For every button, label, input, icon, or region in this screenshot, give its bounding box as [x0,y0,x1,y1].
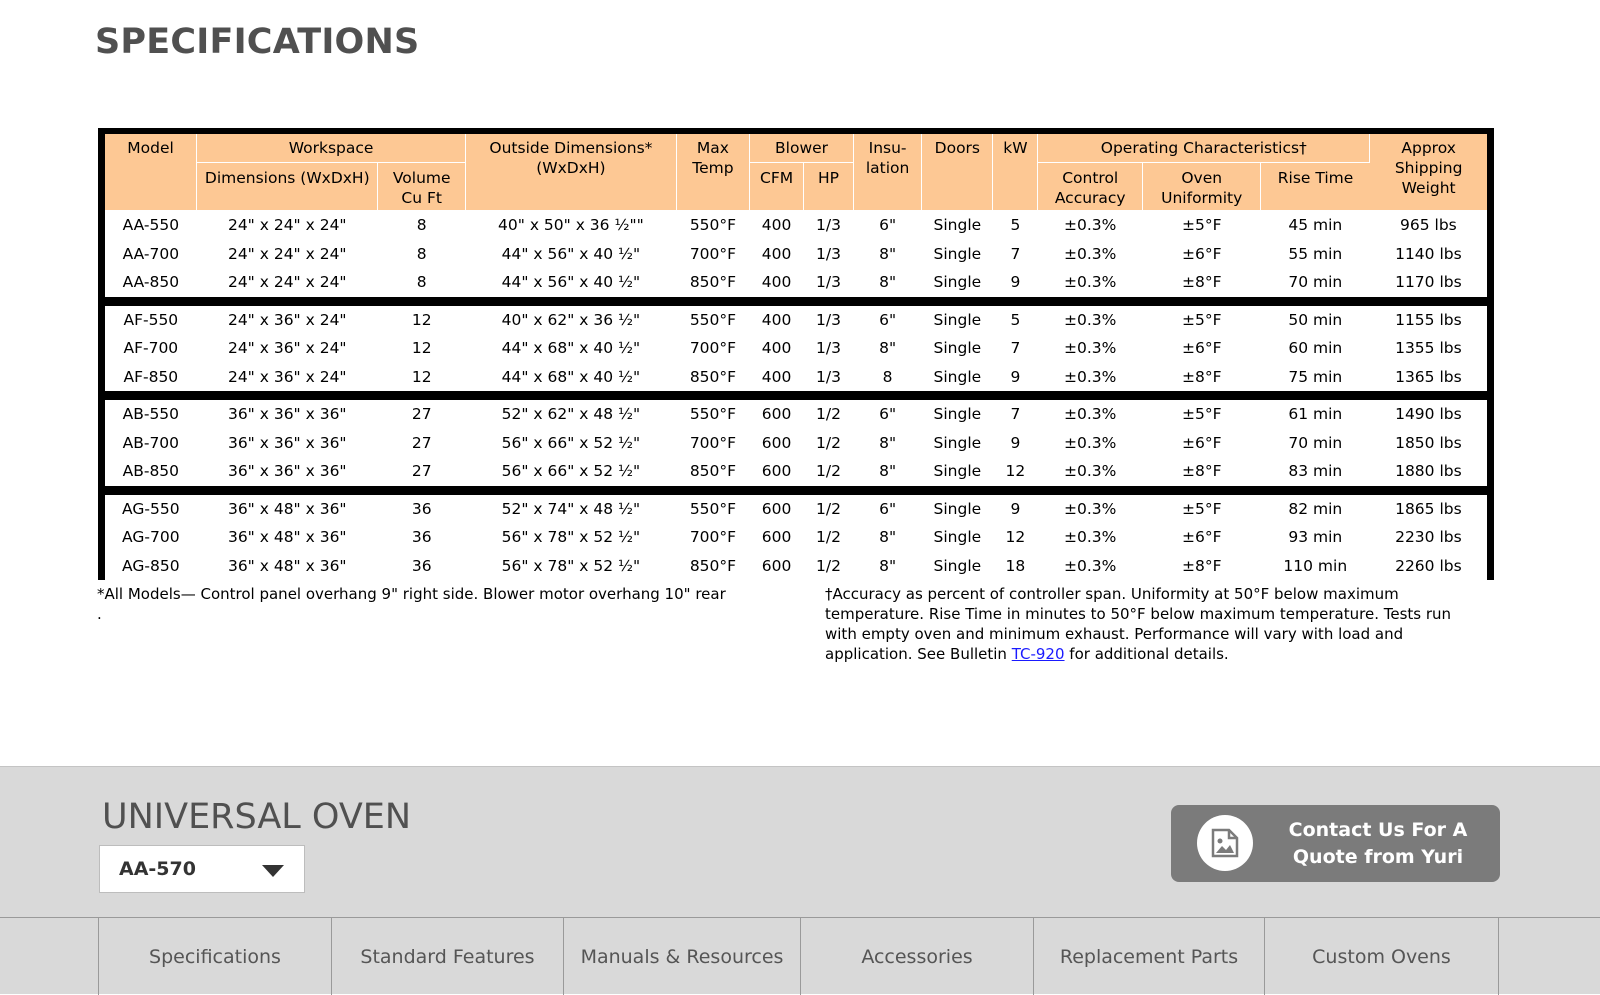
group-separator [105,391,1487,400]
cell-insulation: 8" [853,240,921,269]
cell-model: AA-700 [105,240,197,269]
cell-shipping-weight: 1355 lbs [1370,334,1487,363]
footnote-left [97,584,797,624]
cell-insulation: 8" [853,334,921,363]
cell-dimensions: 24" x 24" x 24" [197,268,378,297]
cell-max-temp: 550°F [676,306,749,335]
table-row [105,457,1487,486]
cell-outside-dimensions: 44" x 56" x 40 ½" [466,268,677,297]
specifications-table-frame [98,128,1494,580]
cell-volume: 12 [378,306,466,335]
bulletin-link[interactable]: TC-920 [1011,645,1065,663]
cell-kw: 9 [993,363,1038,392]
cell-hp: 1/2 [804,495,854,524]
table-body [105,211,1487,581]
cell-volume: 27 [378,457,466,486]
page-title: SPECIFICATIONS [95,22,420,62]
cell-control-accuracy: ±0.3% [1038,429,1143,458]
cell-outside-dimensions: 52" x 62" x 48 ½" [466,400,677,429]
cell-max-temp: 550°F [676,495,749,524]
header-model: Model [105,134,197,211]
cell-dimensions: 36" x 36" x 36" [197,429,378,458]
cell-volume: 36 [378,552,466,581]
header-outside-dimensions: Outside Dimensions* (WxDxH) [466,134,677,211]
cell-cfm: 600 [750,429,804,458]
cell-oven-uniformity: ±5°F [1143,495,1261,524]
cell-rise-time: 50 min [1261,306,1370,335]
cell-shipping-weight: 2260 lbs [1370,552,1487,581]
cell-cfm: 400 [750,268,804,297]
header-shipping-weight: Approx Shipping Weight [1370,134,1487,211]
tab-standard-features[interactable]: Standard Features [332,918,564,995]
table-row [105,306,1487,335]
cell-control-accuracy: ±0.3% [1038,495,1143,524]
cell-max-temp: 550°F [676,211,749,240]
cell-shipping-weight: 1365 lbs [1370,363,1487,392]
cell-rise-time: 55 min [1261,240,1370,269]
cell-insulation: 8" [853,268,921,297]
header-control-accuracy: Control Accuracy [1038,163,1143,211]
cell-volume: 12 [378,363,466,392]
cell-cfm: 600 [750,400,804,429]
table-row [105,363,1487,392]
product-footer [0,766,1600,994]
cell-control-accuracy: ±0.3% [1038,240,1143,269]
cell-volume: 36 [378,523,466,552]
cell-volume: 8 [378,240,466,269]
cell-shipping-weight: 1155 lbs [1370,306,1487,335]
model-select-value: AA-570 [119,858,196,880]
cell-model: AF-550 [105,306,197,335]
cell-cfm: 600 [750,552,804,581]
cell-control-accuracy: ±0.3% [1038,334,1143,363]
cell-doors: Single [922,363,993,392]
cell-oven-uniformity: ±8°F [1143,363,1261,392]
cell-dimensions: 24" x 36" x 24" [197,334,378,363]
cell-model: AA-850 [105,268,197,297]
cell-dimensions: 36" x 48" x 36" [197,523,378,552]
cell-rise-time: 83 min [1261,457,1370,486]
cell-outside-dimensions: 56" x 66" x 52 ½" [466,429,677,458]
cell-control-accuracy: ±0.3% [1038,363,1143,392]
cell-oven-uniformity: ±5°F [1143,306,1261,335]
table-row [105,211,1487,240]
cell-oven-uniformity: ±6°F [1143,523,1261,552]
cell-doors: Single [922,211,993,240]
cell-cfm: 400 [750,306,804,335]
cell-model: AF-700 [105,334,197,363]
cell-max-temp: 850°F [676,457,749,486]
contact-quote-line1: Contact Us For A [1288,819,1468,841]
cell-shipping-weight: 2230 lbs [1370,523,1487,552]
footnote-left-line2: . [97,605,102,623]
cell-oven-uniformity: ±8°F [1143,552,1261,581]
cell-doors: Single [922,306,993,335]
cell-model: AB-550 [105,400,197,429]
cell-control-accuracy: ±0.3% [1038,523,1143,552]
cell-control-accuracy: ±0.3% [1038,400,1143,429]
chevron-down-icon [262,865,284,877]
cell-outside-dimensions: 40" x 62" x 36 ½" [466,306,677,335]
tabs-left-edge [0,918,99,995]
footnote-right-text: †Accuracy as percent of controller span. Uniformity at 50°F below maximum temperature. Rise Time in minutes to 50°F below maximum temperature. Tests run with empty oven and minimum exhaust. Performance will vary with load and application. See Bulletin [825,585,1452,663]
cell-kw: 5 [993,211,1038,240]
cell-hp: 1/3 [804,363,854,392]
cell-model: AA-550 [105,211,197,240]
cell-outside-dimensions: 56" x 78" x 52 ½" [466,523,677,552]
cell-volume: 27 [378,429,466,458]
cell-shipping-weight: 965 lbs [1370,211,1487,240]
table-row [105,334,1487,363]
image-icon [1197,815,1253,871]
header-operating-characteristics: Operating Characteristics† [1038,134,1370,163]
header-hp: HP [804,163,854,211]
cell-doors: Single [922,457,993,486]
header-dimensions: Dimensions (WxDxH) [197,163,378,211]
cell-control-accuracy: ±0.3% [1038,457,1143,486]
tab-custom-ovens[interactable]: Custom Ovens [1265,918,1499,995]
cell-outside-dimensions: 56" x 78" x 52 ½" [466,552,677,581]
cell-doors: Single [922,334,993,363]
contact-quote-label [1271,817,1485,871]
group-separator-bar [105,297,1487,306]
cell-kw: 18 [993,552,1038,581]
cell-insulation: 6" [853,211,921,240]
cell-max-temp: 850°F [676,363,749,392]
group-separator-bar [105,391,1487,400]
cell-shipping-weight: 1140 lbs [1370,240,1487,269]
cell-volume: 12 [378,334,466,363]
cell-doors: Single [922,240,993,269]
cell-rise-time: 70 min [1261,268,1370,297]
cell-kw: 12 [993,523,1038,552]
cell-dimensions: 24" x 36" x 24" [197,306,378,335]
header-volume: Volume Cu Ft [378,163,466,211]
cell-hp: 1/3 [804,268,854,297]
cell-rise-time: 70 min [1261,429,1370,458]
cell-kw: 7 [993,400,1038,429]
cell-insulation: 6" [853,495,921,524]
header-workspace: Workspace [197,134,466,163]
cell-rise-time: 93 min [1261,523,1370,552]
cell-cfm: 600 [750,495,804,524]
cell-max-temp: 700°F [676,240,749,269]
header-oven-uniformity: Oven Uniformity [1143,163,1261,211]
cell-oven-uniformity: ±8°F [1143,268,1261,297]
cell-cfm: 600 [750,457,804,486]
product-name: UNIVERSAL OVEN [102,797,412,837]
cell-control-accuracy: ±0.3% [1038,552,1143,581]
table-row [105,400,1487,429]
cell-kw: 7 [993,240,1038,269]
tab-accessories[interactable]: Accessories [801,918,1034,995]
cell-dimensions: 24" x 24" x 24" [197,211,378,240]
cell-dimensions: 36" x 36" x 36" [197,400,378,429]
cell-insulation: 8" [853,457,921,486]
product-tabs [0,917,1600,995]
cell-hp: 1/2 [804,457,854,486]
cell-model: AB-850 [105,457,197,486]
header-rise-time: Rise Time [1261,163,1370,211]
header-cfm: CFM [750,163,804,211]
group-separator-bar [105,486,1487,495]
table-row [105,552,1487,581]
cell-insulation: 8 [853,363,921,392]
cell-max-temp: 700°F [676,429,749,458]
cell-kw: 9 [993,429,1038,458]
cell-rise-time: 82 min [1261,495,1370,524]
footnote-left-line1: *All Models— Control panel overhang 9" right side. Blower motor overhang 10" rear [97,585,726,603]
cell-doors: Single [922,400,993,429]
cell-insulation: 8" [853,429,921,458]
cell-cfm: 400 [750,240,804,269]
group-separator [105,297,1487,306]
footnote-right [825,584,1485,664]
cell-kw: 5 [993,306,1038,335]
contact-quote-button[interactable] [1171,805,1500,882]
cell-dimensions: 24" x 24" x 24" [197,240,378,269]
cell-doors: Single [922,268,993,297]
cell-doors: Single [922,495,993,524]
cell-volume: 8 [378,268,466,297]
cell-max-temp: 700°F [676,523,749,552]
cell-outside-dimensions: 40" x 50" x 36 ½"" [466,211,677,240]
cell-hp: 1/2 [804,523,854,552]
cell-rise-time: 61 min [1261,400,1370,429]
cell-doors: Single [922,429,993,458]
cell-cfm: 600 [750,523,804,552]
cell-volume: 36 [378,495,466,524]
cell-volume: 27 [378,400,466,429]
table-row [105,268,1487,297]
cell-control-accuracy: ±0.3% [1038,306,1143,335]
cell-oven-uniformity: ±5°F [1143,400,1261,429]
tab-specifications[interactable]: Specifications [99,918,332,995]
cell-rise-time: 75 min [1261,363,1370,392]
cell-oven-uniformity: ±6°F [1143,429,1261,458]
cell-kw: 9 [993,495,1038,524]
header-doors: Doors [922,134,993,211]
cell-kw: 12 [993,457,1038,486]
cell-outside-dimensions: 56" x 66" x 52 ½" [466,457,677,486]
table-row [105,240,1487,269]
contact-quote-line2: Quote from Yuri [1292,846,1464,868]
cell-dimensions: 36" x 48" x 36" [197,552,378,581]
header-max-temp: Max Temp [676,134,749,211]
footnote-right-text-end: for additional details. [1064,645,1229,663]
header-kw: kW [993,134,1038,211]
cell-hp: 1/2 [804,429,854,458]
header-blower: Blower [750,134,854,163]
table-row [105,523,1487,552]
header-insulation: Insu-lation [853,134,921,211]
cell-max-temp: 850°F [676,552,749,581]
cell-oven-uniformity: ±5°F [1143,211,1261,240]
cell-max-temp: 850°F [676,268,749,297]
cell-insulation: 8" [853,552,921,581]
cell-hp: 1/3 [804,306,854,335]
cell-model: AB-700 [105,429,197,458]
cell-outside-dimensions: 44" x 68" x 40 ½" [466,363,677,392]
cell-oven-uniformity: ±6°F [1143,334,1261,363]
cell-volume: 8 [378,211,466,240]
cell-insulation: 6" [853,400,921,429]
cell-shipping-weight: 1850 lbs [1370,429,1487,458]
cell-outside-dimensions: 52" x 74" x 48 ½" [466,495,677,524]
cell-insulation: 8" [853,523,921,552]
cell-oven-uniformity: ±8°F [1143,457,1261,486]
cell-rise-time: 45 min [1261,211,1370,240]
cell-model: AG-700 [105,523,197,552]
cell-hp: 1/3 [804,240,854,269]
group-separator [105,486,1487,495]
model-select[interactable] [99,845,305,893]
cell-kw: 7 [993,334,1038,363]
cell-model: AG-850 [105,552,197,581]
cell-control-accuracy: ±0.3% [1038,211,1143,240]
cell-doors: Single [922,523,993,552]
cell-insulation: 6" [853,306,921,335]
cell-model: AG-550 [105,495,197,524]
tab-manuals-resources[interactable]: Manuals & Resources [564,918,801,995]
cell-outside-dimensions: 44" x 56" x 40 ½" [466,240,677,269]
cell-dimensions: 36" x 48" x 36" [197,495,378,524]
tab-replacement-parts[interactable]: Replacement Parts [1034,918,1265,995]
cell-kw: 9 [993,268,1038,297]
cell-shipping-weight: 1865 lbs [1370,495,1487,524]
cell-cfm: 400 [750,363,804,392]
cell-hp: 1/2 [804,400,854,429]
cell-hp: 1/3 [804,334,854,363]
cell-cfm: 400 [750,334,804,363]
specifications-table [105,134,1487,580]
cell-rise-time: 60 min [1261,334,1370,363]
cell-control-accuracy: ±0.3% [1038,268,1143,297]
cell-shipping-weight: 1170 lbs [1370,268,1487,297]
cell-rise-time: 110 min [1261,552,1370,581]
table-row [105,429,1487,458]
cell-dimensions: 24" x 36" x 24" [197,363,378,392]
cell-max-temp: 550°F [676,400,749,429]
tabs-right-edge [1499,918,1600,995]
cell-shipping-weight: 1880 lbs [1370,457,1487,486]
cell-max-temp: 700°F [676,334,749,363]
cell-outside-dimensions: 44" x 68" x 40 ½" [466,334,677,363]
cell-hp: 1/2 [804,552,854,581]
cell-cfm: 400 [750,211,804,240]
cell-dimensions: 36" x 36" x 36" [197,457,378,486]
cell-model: AF-850 [105,363,197,392]
cell-shipping-weight: 1490 lbs [1370,400,1487,429]
cell-doors: Single [922,552,993,581]
cell-oven-uniformity: ±6°F [1143,240,1261,269]
cell-hp: 1/3 [804,211,854,240]
table-row [105,495,1487,524]
